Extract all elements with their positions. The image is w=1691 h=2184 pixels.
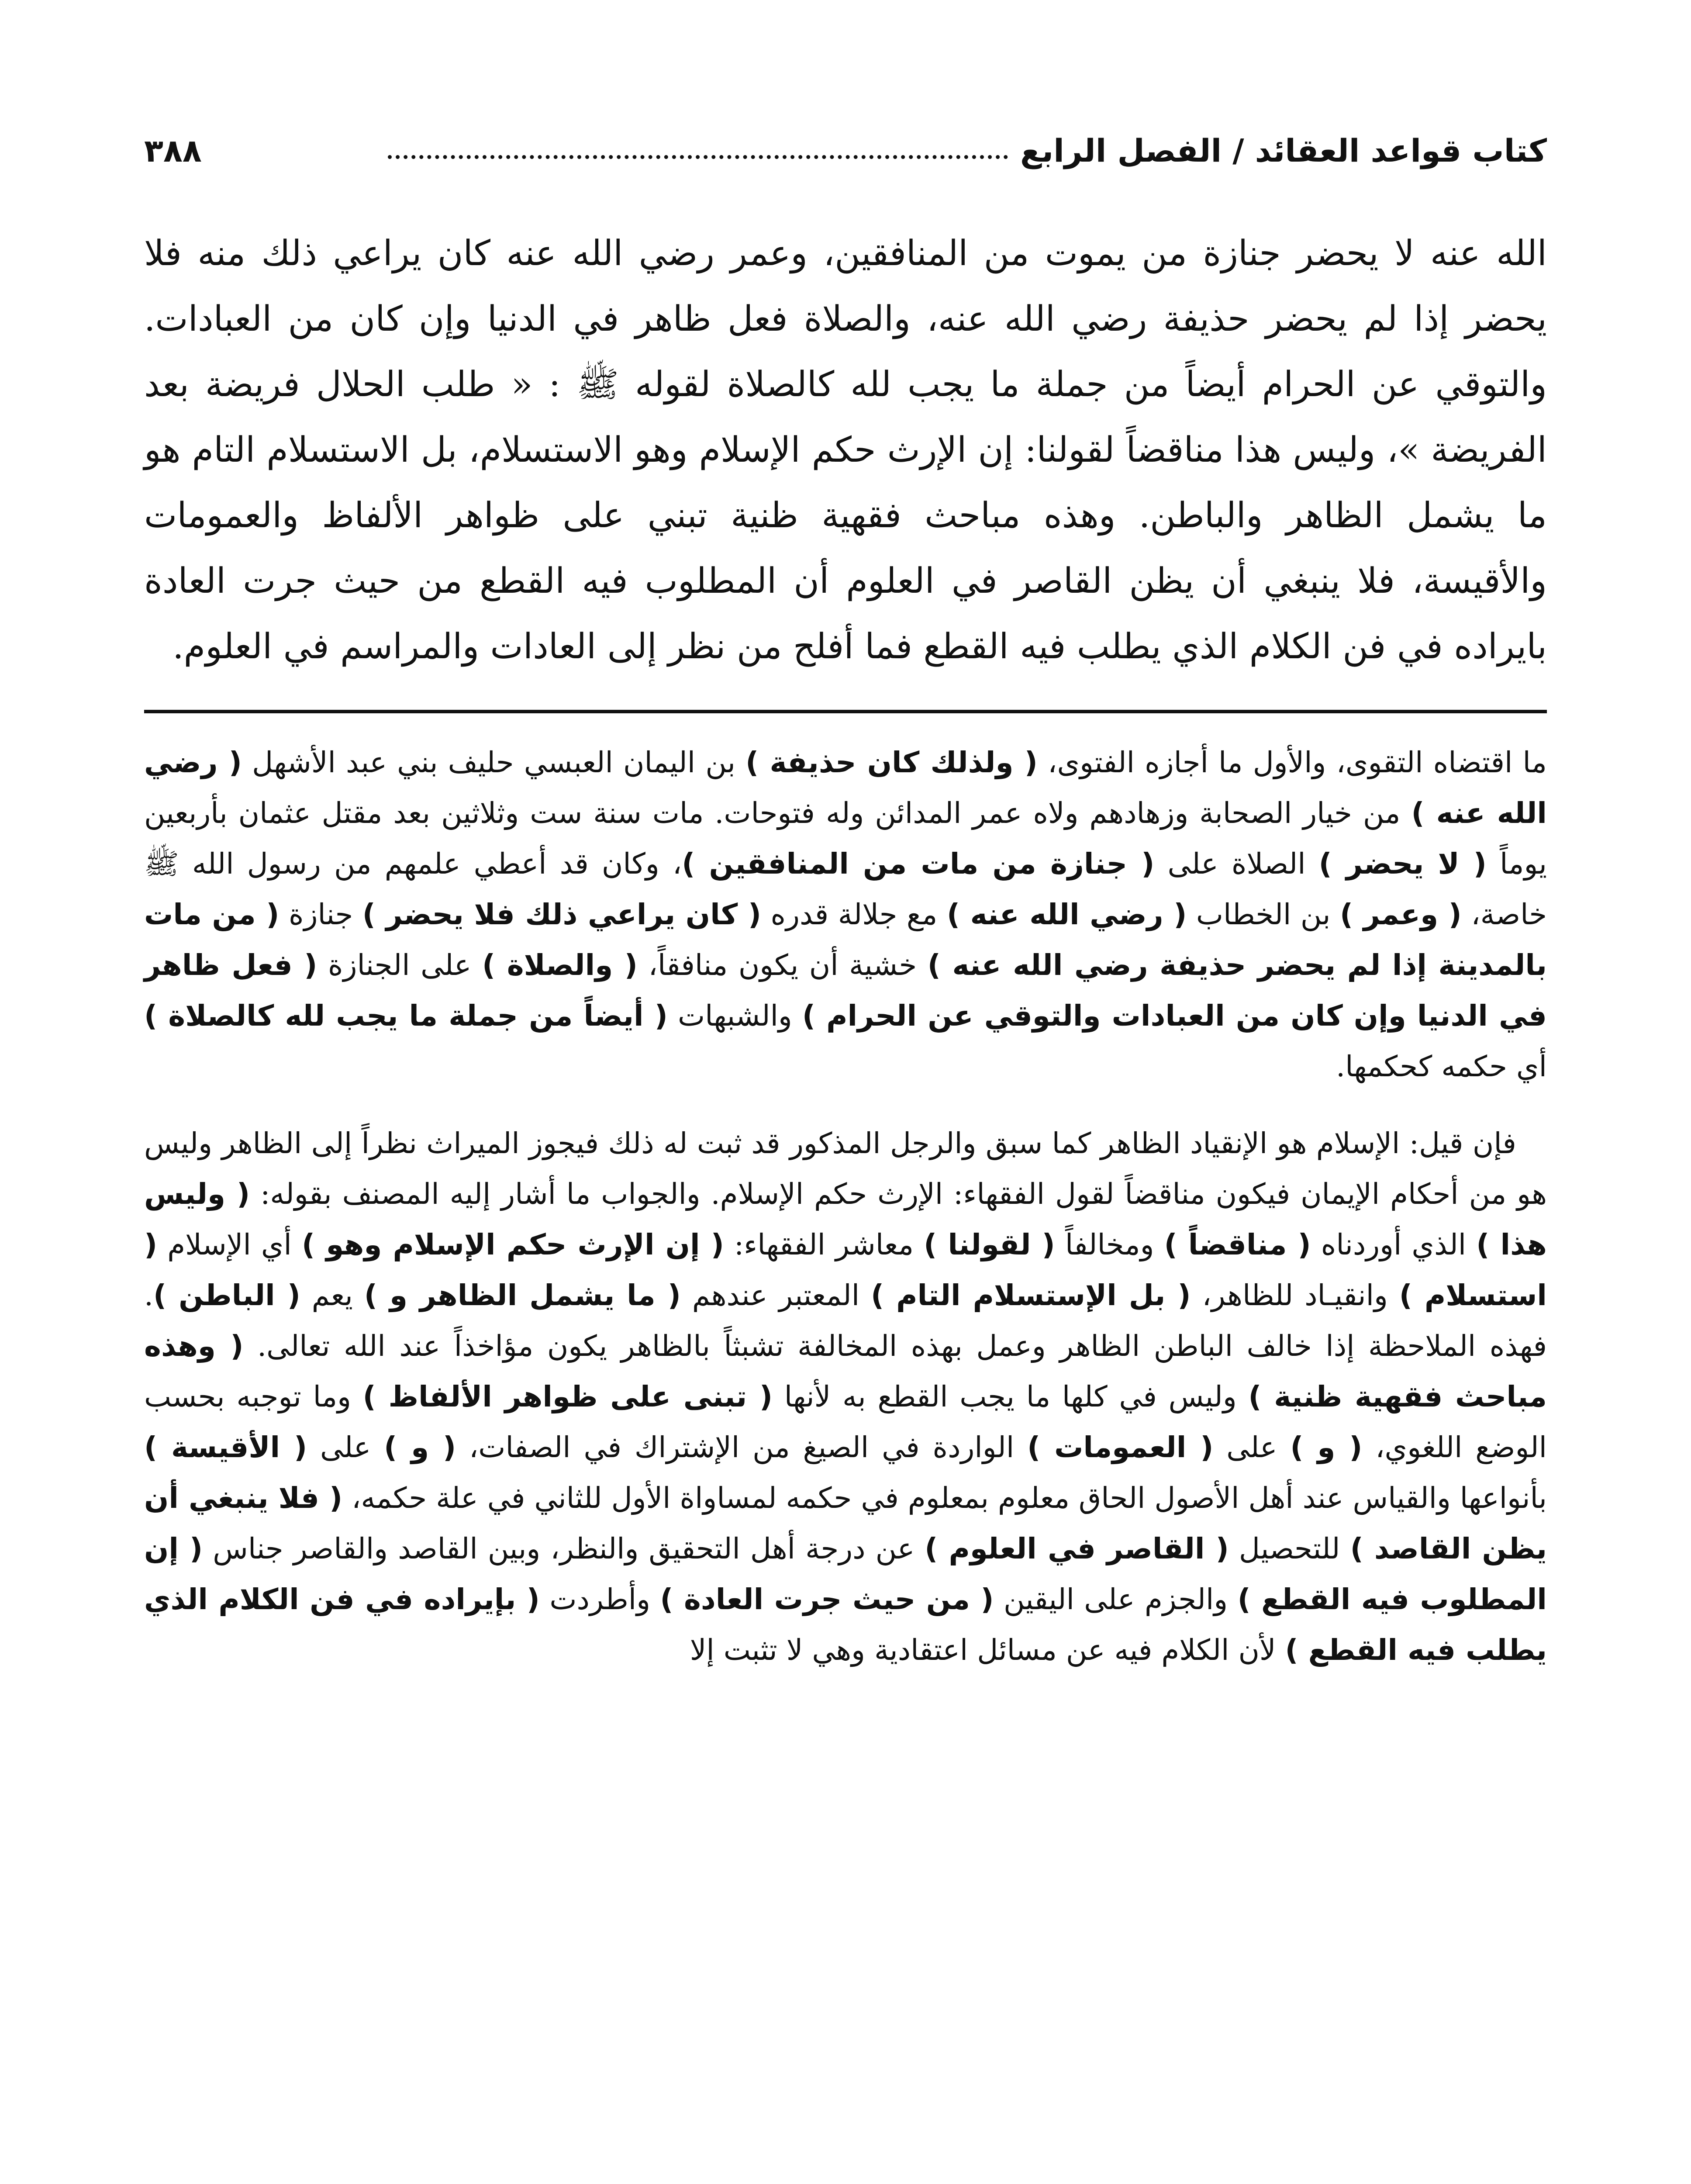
quoted-matn-segment: ( فعل ظاهر في الدنيا وإن كان من العبادات والتوقي عن الحرام ) bbox=[144, 948, 1547, 1033]
quoted-matn-segment: ( رضي الله عنه ) bbox=[946, 898, 1187, 931]
quoted-matn-segment: ( لقولنا ) bbox=[924, 1228, 1055, 1261]
commentary-segment: والجزم على اليقين bbox=[994, 1583, 1238, 1616]
page-number: ٣٨٨ bbox=[144, 132, 202, 169]
commentary-segment: المعتبر عندهم bbox=[680, 1279, 871, 1312]
commentary-segment: الذي أوردناه bbox=[1311, 1228, 1477, 1261]
commentary-paragraph bbox=[144, 1118, 1547, 1676]
quoted-matn-segment: ( لا يحضر ) bbox=[1318, 847, 1487, 881]
quoted-matn-segment: ( العمومات ) bbox=[1027, 1431, 1214, 1464]
quoted-matn-segment: ( مناقضاً ) bbox=[1164, 1228, 1311, 1261]
commentary-segment: بن اليمان العبسي حليف بني عبد الأشهل bbox=[242, 746, 746, 779]
quoted-matn-segment: ( جنازة من مات من المنافقين ) bbox=[682, 847, 1155, 881]
quoted-matn-segment: ( كان يراعي ذلك فلا يحضر ) bbox=[362, 898, 762, 931]
quoted-matn-segment: ( وعمر ) bbox=[1340, 898, 1462, 931]
quoted-matn-segment: ( أيضاً من جملة ما يجب لله كالصلاة ) bbox=[144, 999, 668, 1033]
commentary-segment: عن درجة أهل التحقيق والنظر، وبين القاصد والقاصر جناس bbox=[203, 1532, 925, 1565]
commentary-segment: وليس في كلها ما يجب القطع به لأنها bbox=[773, 1380, 1249, 1413]
commentary-segment: مع جلالة قدره bbox=[761, 898, 947, 931]
quoted-matn-segment: ( وهذه مباحث فقهية ظنية ) bbox=[144, 1329, 1547, 1413]
quoted-matn-segment: ( و ) bbox=[384, 1431, 456, 1464]
page-header bbox=[144, 124, 1547, 177]
commentary-segment: للتحصيل bbox=[1229, 1532, 1350, 1565]
commentary-segment: والشبهات bbox=[667, 999, 802, 1033]
dotted-leader bbox=[388, 155, 1008, 159]
commentary-segment: وما توجبه بحسب الوضع اللغوي، bbox=[144, 1380, 1547, 1464]
commentary-segment: معاشر الفقهاء: bbox=[724, 1228, 924, 1261]
commentary-segment: ، وكان قد أعطي علمهم من رسول الله ﷺ خاصة، bbox=[144, 847, 1547, 931]
commentary-segment: وأطردت bbox=[539, 1583, 660, 1616]
quoted-matn-segment: ( إن المطلوب فيه القطع ) bbox=[144, 1532, 1547, 1616]
commentary-segment: وانقيـاد للظاهر، bbox=[1191, 1279, 1399, 1312]
commentary-segment: جنازة bbox=[279, 898, 362, 931]
quoted-matn-segment: ( و ) bbox=[1290, 1431, 1363, 1464]
quoted-matn-segment: ( الأقيسة ) bbox=[144, 1431, 307, 1464]
quoted-matn-segment: ( رضي الله عنه ) bbox=[144, 746, 1547, 830]
quoted-matn-segment: ( ولذلك كان حذيفة ) bbox=[745, 746, 1038, 779]
quoted-matn-segment: ( وليس هذا ) bbox=[144, 1177, 1547, 1261]
commentary-segment: على bbox=[1213, 1431, 1291, 1464]
quoted-matn-segment: ( بل الإستسلام التام ) bbox=[871, 1279, 1191, 1312]
footnote-separator bbox=[144, 710, 1547, 713]
commentary-segment: من خيار الصحابة وزهادهم ولاه عمر المدائن وله فتوحات. مات سنة ست وثلاثين بعد مقتل عثمان بأربعين يوماً bbox=[144, 796, 1547, 881]
commentary-segment: بأنواعها والقياس عند أهل الأصول الحاق معلوم بمعلوم في حكمه لمساواة الأول للثاني في علة حكمه، bbox=[342, 1481, 1547, 1515]
commentary-segment: يعم bbox=[300, 1279, 364, 1312]
main-text: الله عنه لا يحضر جنازة من يموت من المنافقين، وعمر رضي الله عنه كان يراعي ذلك منه فلا يحضر إذا لم يحضر حذيفة رضي الله عنه، والصلاة فعل ظاهر في الدنيا وإن كان من العبادات. والتوقي عن الحرام أيضاً من جملة ما يجب لله كالصلاة لقوله ﷺ : « طلب الحلال فريضة بعد الفريضة »، وليس هذا مناقضاً لقولنا: إن الإرث حكم الإسلام وهو الاستسلام، بل الاستسلام التام هو ما يشمل الظاهر والباطن. وهذه مباحث فقهية ظنية تبني على ظواهر الألفاظ والعمومات والأقيسة، فلا ينبغي أن يظن القاصر في العلوم أن المطلوب فيه القطع من حيث جرت العادة بايراده في فن الكلام الذي يطلب فيه القطع فما أفلح من نظر إلى العادات والمراسم في العلوم. bbox=[144, 233, 1547, 667]
commentary-segment: أي حكمه كحكمها. bbox=[1336, 1050, 1547, 1083]
running-title: كتاب قواعد العقائد / الفصل الرابع bbox=[1020, 132, 1547, 169]
commentary-segment: على الجنازة bbox=[317, 948, 482, 982]
quoted-matn-segment: ( فلا ينبغي أن يظن القاصد ) bbox=[144, 1481, 1547, 1565]
quoted-matn-segment: ( الباطن ) bbox=[153, 1279, 300, 1312]
quoted-matn-segment: ( بإيراده في فن الكلام الذي يطلب فيه القطع ) bbox=[144, 1583, 1547, 1667]
quoted-matn-segment: ( تبنى على ظواهر الألفاظ ) bbox=[362, 1380, 773, 1413]
quoted-matn-segment: ( القاصر في العلوم ) bbox=[925, 1532, 1229, 1565]
commentary-segment: أي الإسلام bbox=[157, 1228, 302, 1261]
commentary-segment: على bbox=[307, 1431, 384, 1464]
commentary-segment: الصلاة على bbox=[1154, 847, 1319, 881]
quoted-matn-segment: ( من حيث جرت العادة ) bbox=[660, 1583, 994, 1616]
quoted-matn-segment: ( ما يشمل الظاهر و ) bbox=[364, 1279, 681, 1312]
quoted-matn-segment: ( إن الإرث حكم الإسلام وهو ) bbox=[301, 1228, 724, 1261]
quoted-matn-segment: ( والصلاة ) bbox=[482, 948, 638, 982]
quoted-matn-segment: ( استسلام ) bbox=[144, 1228, 1547, 1312]
commentary-segment: لأن الكلام فيه عن مسائل اعتقادية وهي لا تثبت إلا bbox=[690, 1633, 1285, 1667]
commentary-segment: خشية أن يكون منافقاً، bbox=[637, 948, 928, 982]
commentary-segment: . فهذه الملاحظة إذا خالف الباطن الظاهر وعمل بهذه المخالفة تشبثاً بالظاهر يكون مؤاخذاً عند الله تعالى. bbox=[144, 1279, 1547, 1363]
commentary bbox=[144, 737, 1547, 1676]
quoted-matn-segment: ( من مات بالمدينة إذا لم يحضر حذيفة رضي الله عنه ) bbox=[144, 898, 1547, 982]
commentary-segment: بن الخطاب bbox=[1187, 898, 1340, 931]
commentary-segment: فإن قيل: الإسلام هو الإنقياد الظاهر كما سبق والرجل المذكور قد ثبت له ذلك فيجوز الميراث نظراً إلى الظاهر وليس هو من أحكام الإيمان فيكون مناقضاً لقول الفقهاء: الإرث حكم الإسلام. والجواب ما أشار إليه المصنف بقوله: bbox=[144, 1127, 1547, 1211]
commentary-segment: الواردة في الصيغ من الإشتراك في الصفات، bbox=[456, 1431, 1028, 1464]
commentary-paragraph bbox=[144, 737, 1547, 1092]
commentary-segment: ما اقتضاه التقوى، والأول ما أجازه الفتوى، bbox=[1037, 746, 1547, 779]
commentary-segment: ومخالفاً bbox=[1055, 1228, 1164, 1261]
